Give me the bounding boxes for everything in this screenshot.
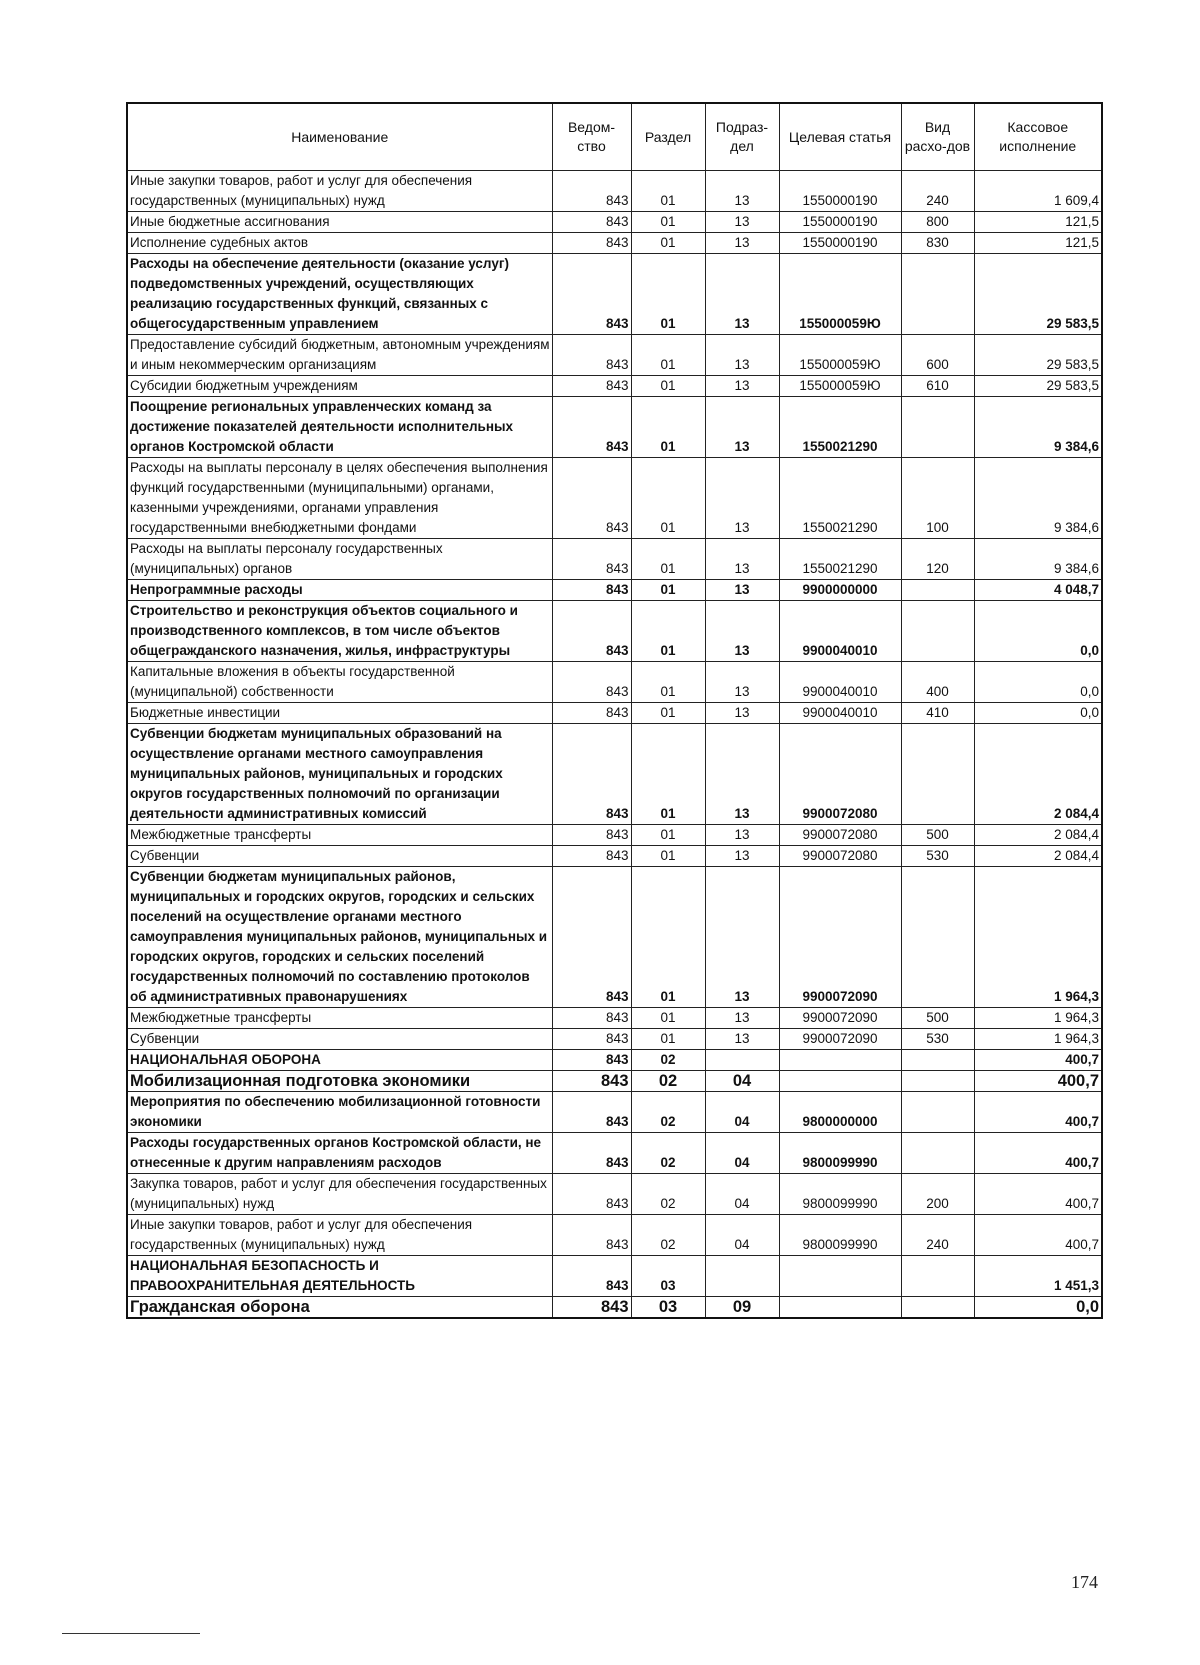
cell-name: Расходы государственных органов Костромской области, не отнесенные к другим направлениям расходов <box>127 1133 552 1174</box>
table-row <box>127 825 1102 846</box>
cell-cash: 400,7 <box>974 1050 1102 1071</box>
cell-target: 9800099990 <box>779 1215 901 1256</box>
cell-name: Межбюджетные трансферты <box>127 1008 552 1029</box>
table-row <box>127 1092 1102 1133</box>
cell-target: 9900040010 <box>779 601 901 662</box>
cell-target: 1550021290 <box>779 397 901 458</box>
cell-cash: 1 964,3 <box>974 867 1102 1008</box>
cell-target <box>779 1256 901 1297</box>
cell-section: 01 <box>631 254 705 335</box>
page-number: 174 <box>1071 1572 1098 1592</box>
cell-exp-type <box>901 1071 974 1092</box>
cell-subsection: 13 <box>705 376 779 397</box>
cell-dept: 843 <box>552 1092 631 1133</box>
cell-exp-type <box>901 867 974 1008</box>
cell-cash: 29 583,5 <box>974 254 1102 335</box>
table-row <box>127 846 1102 867</box>
table-row <box>127 867 1102 1008</box>
cell-exp-type: 800 <box>901 212 974 233</box>
cell-subsection: 13 <box>705 662 779 703</box>
cell-exp-type: 600 <box>901 335 974 376</box>
cell-dept: 843 <box>552 171 631 212</box>
cell-target: 9900072080 <box>779 846 901 867</box>
cell-dept: 843 <box>552 724 631 825</box>
cell-cash: 1 964,3 <box>974 1008 1102 1029</box>
cell-target: 9900072080 <box>779 724 901 825</box>
cell-section: 02 <box>631 1215 705 1256</box>
cell-target <box>779 1297 901 1319</box>
cell-subsection: 13 <box>705 171 779 212</box>
cell-section: 01 <box>631 1008 705 1029</box>
cell-exp-type: 240 <box>901 171 974 212</box>
cell-target <box>779 1050 901 1071</box>
cell-exp-type: 200 <box>901 1174 974 1215</box>
cell-cash: 121,5 <box>974 212 1102 233</box>
cell-cash: 400,7 <box>974 1092 1102 1133</box>
cell-name: Расходы на выплаты персоналу государственных (муниципальных) органов <box>127 539 552 580</box>
cell-section: 01 <box>631 867 705 1008</box>
cell-section: 03 <box>631 1256 705 1297</box>
cell-cash: 4 048,7 <box>974 580 1102 601</box>
cell-section: 01 <box>631 171 705 212</box>
cell-dept: 843 <box>552 1029 631 1050</box>
table-row <box>127 1174 1102 1215</box>
cell-cash: 9 384,6 <box>974 539 1102 580</box>
cell-cash: 29 583,5 <box>974 376 1102 397</box>
cell-dept: 843 <box>552 233 631 254</box>
cell-exp-type: 240 <box>901 1215 974 1256</box>
table-row <box>127 539 1102 580</box>
cell-cash: 29 583,5 <box>974 335 1102 376</box>
cell-dept: 843 <box>552 580 631 601</box>
cell-name: Строительство и реконструкция объектов социального и производственного комплексов, в том числе объектов общегражданского назначения, жилья, инфраструктуры <box>127 601 552 662</box>
cell-target: 9800099990 <box>779 1174 901 1215</box>
cell-subsection: 04 <box>705 1092 779 1133</box>
cell-name: Закупка товаров, работ и услуг для обеспечения государственных (муниципальных) нужд <box>127 1174 552 1215</box>
table-row <box>127 335 1102 376</box>
table-row <box>127 580 1102 601</box>
cell-name: Иные закупки товаров, работ и услуг для обеспечения государственных (муниципальных) нужд <box>127 171 552 212</box>
cell-name: Капитальные вложения в объекты государственной (муниципальной) собственности <box>127 662 552 703</box>
cell-name: Исполнение судебных актов <box>127 233 552 254</box>
cell-target: 1550000190 <box>779 171 901 212</box>
cell-exp-type <box>901 254 974 335</box>
cell-dept: 843 <box>552 825 631 846</box>
table-row <box>127 1133 1102 1174</box>
cell-exp-type: 830 <box>901 233 974 254</box>
cell-target: 1550000190 <box>779 233 901 254</box>
cell-cash: 400,7 <box>974 1215 1102 1256</box>
cell-subsection: 13 <box>705 1008 779 1029</box>
cell-section: 01 <box>631 662 705 703</box>
table-row <box>127 1215 1102 1256</box>
cell-subsection: 13 <box>705 335 779 376</box>
cell-dept: 843 <box>552 1256 631 1297</box>
cell-exp-type: 500 <box>901 825 974 846</box>
table-row <box>127 376 1102 397</box>
cell-name: Бюджетные инвестиции <box>127 703 552 724</box>
cell-subsection: 04 <box>705 1174 779 1215</box>
cell-subsection: 13 <box>705 539 779 580</box>
cell-section: 01 <box>631 376 705 397</box>
cell-target: 1550021290 <box>779 458 901 539</box>
table-row <box>127 171 1102 212</box>
cell-section: 01 <box>631 846 705 867</box>
cell-name: Расходы на выплаты персоналу в целях обеспечения выполнения функций государственными (муниципальными) органами, казенными учреждениями, органами управления государственными внебюджетными фондами <box>127 458 552 539</box>
cell-section: 02 <box>631 1071 705 1092</box>
cell-dept: 843 <box>552 662 631 703</box>
cell-dept: 843 <box>552 1050 631 1071</box>
cell-target: 9900072090 <box>779 1008 901 1029</box>
cell-subsection: 13 <box>705 703 779 724</box>
cell-target: 9900072090 <box>779 867 901 1008</box>
table-body <box>127 171 1102 1319</box>
header-name: Наименование <box>127 103 552 171</box>
cell-target: 1550021290 <box>779 539 901 580</box>
cell-target: 155000059Ю <box>779 254 901 335</box>
cell-subsection: 13 <box>705 825 779 846</box>
table-row <box>127 233 1102 254</box>
cell-cash: 1 451,3 <box>974 1256 1102 1297</box>
cell-section: 01 <box>631 1029 705 1050</box>
cell-subsection: 13 <box>705 867 779 1008</box>
budget-table <box>126 102 1103 1319</box>
cell-name: Мероприятия по обеспечению мобилизационной готовности экономики <box>127 1092 552 1133</box>
table-row <box>127 1029 1102 1050</box>
table-header-row <box>127 103 1102 171</box>
header-dept: Ведом-ство <box>552 103 631 171</box>
cell-subsection: 04 <box>705 1215 779 1256</box>
cell-target: 9800099990 <box>779 1133 901 1174</box>
cell-subsection: 13 <box>705 212 779 233</box>
table-row <box>127 724 1102 825</box>
cell-section: 02 <box>631 1174 705 1215</box>
cell-exp-type: 400 <box>901 662 974 703</box>
cell-target: 9900072090 <box>779 1029 901 1050</box>
cell-cash: 2 084,4 <box>974 724 1102 825</box>
cell-target: 1550000190 <box>779 212 901 233</box>
cell-subsection: 13 <box>705 397 779 458</box>
cell-exp-type <box>901 1092 974 1133</box>
cell-subsection: 13 <box>705 1029 779 1050</box>
cell-name: Субвенции бюджетам муниципальных районов, муниципальных и городских округов, городских и сельских поселений на осуществление органами местного самоуправления муниципальных районов, муниципальных и городских округов, городских и сельских поселений государственных полномочий по составлению протоколов об административных правонарушениях <box>127 867 552 1008</box>
cell-subsection: 13 <box>705 580 779 601</box>
cell-name: Субсидии бюджетным учреждениям <box>127 376 552 397</box>
cell-name: НАЦИОНАЛЬНАЯ ОБОРОНА <box>127 1050 552 1071</box>
cell-exp-type <box>901 724 974 825</box>
cell-section: 03 <box>631 1297 705 1319</box>
cell-dept: 843 <box>552 601 631 662</box>
cell-name: Иные бюджетные ассигнования <box>127 212 552 233</box>
cell-dept: 843 <box>552 539 631 580</box>
cell-subsection: 04 <box>705 1133 779 1174</box>
cell-cash: 0,0 <box>974 662 1102 703</box>
cell-cash: 9 384,6 <box>974 458 1102 539</box>
cell-section: 02 <box>631 1133 705 1174</box>
cell-target <box>779 1071 901 1092</box>
cell-cash: 2 084,4 <box>974 846 1102 867</box>
table-row <box>127 458 1102 539</box>
cell-exp-type <box>901 397 974 458</box>
cell-dept: 843 <box>552 335 631 376</box>
cell-section: 01 <box>631 458 705 539</box>
table-row <box>127 1297 1102 1319</box>
cell-dept: 843 <box>552 703 631 724</box>
cell-exp-type: 120 <box>901 539 974 580</box>
cell-dept: 843 <box>552 212 631 233</box>
cell-name: Межбюджетные трансферты <box>127 825 552 846</box>
table-row <box>127 703 1102 724</box>
cell-exp-type: 100 <box>901 458 974 539</box>
cell-name: Гражданская оборона <box>127 1297 552 1319</box>
cell-section: 01 <box>631 335 705 376</box>
cell-section: 02 <box>631 1050 705 1071</box>
cell-name: Субвенции бюджетам муниципальных образований на осуществление органами местного самоуправления муниципальных районов, муниципальных и городских округов государственных полномочий по организации деятельности административных комиссий <box>127 724 552 825</box>
cell-section: 01 <box>631 703 705 724</box>
cell-subsection: 13 <box>705 254 779 335</box>
cell-subsection: 13 <box>705 458 779 539</box>
cell-section: 01 <box>631 825 705 846</box>
cell-target: 9900040010 <box>779 662 901 703</box>
cell-subsection: 09 <box>705 1297 779 1319</box>
cell-section: 01 <box>631 724 705 825</box>
cell-dept: 843 <box>552 376 631 397</box>
header-section: Раздел <box>631 103 705 171</box>
table-row <box>127 662 1102 703</box>
cell-dept: 843 <box>552 1008 631 1029</box>
cell-exp-type: 410 <box>901 703 974 724</box>
table-row <box>127 254 1102 335</box>
cell-subsection: 13 <box>705 233 779 254</box>
cell-exp-type <box>901 1297 974 1319</box>
cell-subsection: 04 <box>705 1071 779 1092</box>
cell-dept: 843 <box>552 254 631 335</box>
table-row <box>127 212 1102 233</box>
cell-exp-type <box>901 601 974 662</box>
cell-name: Поощрение региональных управленческих команд за достижение показателей деятельности исполнительных органов Костромской области <box>127 397 552 458</box>
table-row <box>127 601 1102 662</box>
cell-name: Предоставление субсидий бюджетным, автономным учреждениям и иным некоммерческим организациям <box>127 335 552 376</box>
table-row <box>127 1256 1102 1297</box>
cell-target: 9900000000 <box>779 580 901 601</box>
cell-dept: 843 <box>552 1133 631 1174</box>
cell-target: 9800000000 <box>779 1092 901 1133</box>
cell-cash: 0,0 <box>974 703 1102 724</box>
cell-dept: 843 <box>552 1297 631 1319</box>
cell-cash: 400,7 <box>974 1071 1102 1092</box>
cell-exp-type: 610 <box>901 376 974 397</box>
cell-subsection: 13 <box>705 601 779 662</box>
header-target: Целевая статья <box>779 103 901 171</box>
cell-section: 01 <box>631 233 705 254</box>
cell-cash: 400,7 <box>974 1174 1102 1215</box>
cell-dept: 843 <box>552 1215 631 1256</box>
cell-section: 01 <box>631 212 705 233</box>
cell-cash: 9 384,6 <box>974 397 1102 458</box>
cell-name: Субвенции <box>127 846 552 867</box>
cell-name: НАЦИОНАЛЬНАЯ БЕЗОПАСНОСТЬ И ПРАВООХРАНИТЕЛЬНАЯ ДЕЯТЕЛЬНОСТЬ <box>127 1256 552 1297</box>
cell-section: 01 <box>631 601 705 662</box>
cell-subsection: 13 <box>705 724 779 825</box>
cell-dept: 843 <box>552 1071 631 1092</box>
cell-exp-type <box>901 580 974 601</box>
footer-rule <box>62 1633 200 1634</box>
cell-exp-type <box>901 1133 974 1174</box>
table-row <box>127 1050 1102 1071</box>
cell-section: 01 <box>631 397 705 458</box>
cell-name: Расходы на обеспечение деятельности (оказание услуг) подведомственных учреждений, осуществляющих реализацию государственных функций, связанных с общегосударственным управлением <box>127 254 552 335</box>
header-cash: Кассовое исполнение <box>974 103 1102 171</box>
cell-dept: 843 <box>552 846 631 867</box>
cell-cash: 0,0 <box>974 1297 1102 1319</box>
cell-exp-type: 530 <box>901 1029 974 1050</box>
cell-dept: 843 <box>552 397 631 458</box>
cell-exp-type <box>901 1256 974 1297</box>
cell-target: 155000059Ю <box>779 335 901 376</box>
cell-dept: 843 <box>552 458 631 539</box>
cell-exp-type: 500 <box>901 1008 974 1029</box>
header-subsection: Подраз-дел <box>705 103 779 171</box>
cell-name: Иные закупки товаров, работ и услуг для обеспечения государственных (муниципальных) нужд <box>127 1215 552 1256</box>
cell-cash: 1 964,3 <box>974 1029 1102 1050</box>
cell-target: 9900040010 <box>779 703 901 724</box>
table-row <box>127 1008 1102 1029</box>
table-row <box>127 397 1102 458</box>
table-row <box>127 1071 1102 1092</box>
cell-name: Мобилизационная подготовка экономики <box>127 1071 552 1092</box>
cell-section: 01 <box>631 539 705 580</box>
cell-section: 02 <box>631 1092 705 1133</box>
cell-cash: 400,7 <box>974 1133 1102 1174</box>
cell-target: 9900072080 <box>779 825 901 846</box>
cell-section: 01 <box>631 580 705 601</box>
cell-target: 155000059Ю <box>779 376 901 397</box>
cell-exp-type <box>901 1050 974 1071</box>
cell-cash: 2 084,4 <box>974 825 1102 846</box>
cell-exp-type: 530 <box>901 846 974 867</box>
header-exp-type: Вид расхо-дов <box>901 103 974 171</box>
cell-subsection <box>705 1050 779 1071</box>
cell-subsection <box>705 1256 779 1297</box>
cell-cash: 121,5 <box>974 233 1102 254</box>
cell-name: Субвенции <box>127 1029 552 1050</box>
cell-name: Непрограммные расходы <box>127 580 552 601</box>
cell-subsection: 13 <box>705 846 779 867</box>
cell-dept: 843 <box>552 867 631 1008</box>
cell-dept: 843 <box>552 1174 631 1215</box>
cell-cash: 0,0 <box>974 601 1102 662</box>
cell-cash: 1 609,4 <box>974 171 1102 212</box>
